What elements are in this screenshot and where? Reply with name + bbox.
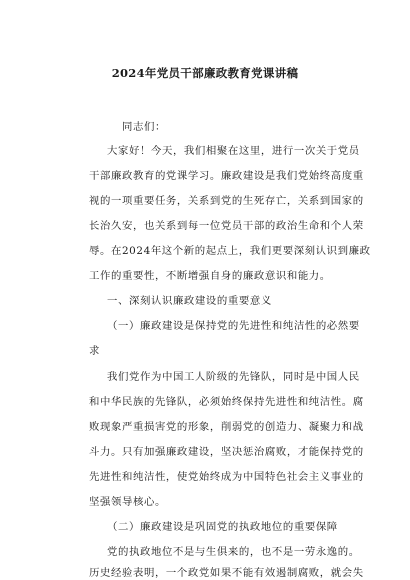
paragraph-3-line-1: 党的执政地位不是与生俱来的，也不是一劳永逸的。: [107, 546, 360, 558]
subsection-1-heading-line-2: 求: [89, 345, 100, 357]
greeting: 同志们：: [122, 121, 166, 133]
paragraph-1-line-5: 辱。在2024年这个新的起点上，我们更要深刻认识到廉政: [89, 245, 371, 257]
paragraph-2-line-3: 败现象严重损害党的形象，削弱党的创造力、凝聚力和战: [89, 421, 364, 433]
paragraph-2-line-1: 我们党作为中国工人阶级的先锋队，同时是中国人民: [107, 371, 360, 383]
paragraph-2-line-6: 坚强领导核心。: [89, 496, 166, 508]
paragraph-1-line-6: 工作的重要性，不断增强自身的廉政意识和能力。: [89, 270, 331, 282]
paragraph-2-line-5: 先进性和纯洁性，使党始终成为中国特色社会主义事业的: [89, 471, 364, 483]
document-title: 2024年党员干部廉政教育党课讲稿: [111, 66, 299, 80]
paragraph-3-line-2: 历史经验表明，一个政党如果不能有效遏制腐败，就会失: [89, 567, 364, 579]
paragraph-1-line-3: 视的一项重要任务，关系到党的生死存亡，关系到国家的: [89, 195, 364, 207]
subsection-1-heading-line-1: （一）廉政建设是保持党的先进性和纯洁性的必然要: [107, 320, 360, 332]
paragraph-1-line-1: 大家好！今天，我们相聚在这里，进行一次关于党员: [107, 145, 360, 157]
paragraph-1-line-4: 长治久安，也关系到每一位党员干部的政治生命和个人荣: [89, 220, 364, 232]
paragraph-2-line-2: 和中华民族的先锋队，必须始终保持先进性和纯洁性。腐: [89, 396, 364, 408]
subsection-2-heading: （二）廉政建设是巩固党的执政地位的重要保障: [107, 521, 338, 533]
paragraph-2-line-4: 斗力。只有加强廉政建设，坚决惩治腐败，才能保持党的: [89, 446, 364, 458]
section-1-heading: 一、深刻认识廉政建设的重要意义: [107, 295, 272, 307]
paragraph-1-line-2: 干部廉政教育的党课学习。廉政建设是我们党始终高度重: [89, 170, 364, 182]
